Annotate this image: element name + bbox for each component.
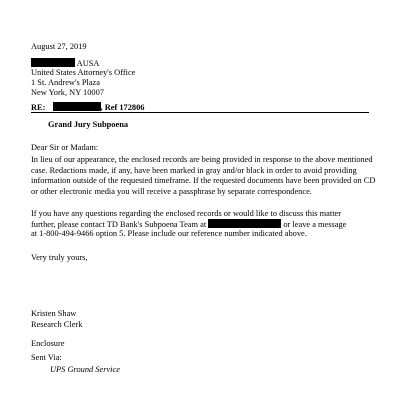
redacted-case-name [53,102,101,111]
enclosure-line: Enclosure [31,339,65,348]
redacted-contact [208,219,281,228]
contact-text-post: or leave a message [283,220,347,229]
paragraph-contact-line3: at 1-800-494-9466 option 5. Please include our reference number indicated above. [31,229,307,238]
re-underline [31,112,369,113]
recipient-city: New York, NY 10007 [31,88,104,97]
sent-via-method: UPS Ground Service [50,365,120,374]
paragraph-contact-line1: If you have any questions regarding the enclosed records or would like to discuss this matter [31,209,342,218]
redacted-recipient-name [31,58,75,67]
contact-text-pre: further, please contact TD Bank's Subpoena Team at [31,220,207,229]
signature-name: Kristen Shaw [31,309,77,318]
recipient-street: 1 St. Andrew's Plaza [31,78,100,87]
sent-via-label: Sent Via: [31,353,62,362]
letter-date: August 27, 2019 [31,42,87,51]
subject-line: Grand Jury Subpoena [48,120,129,129]
recipient-office: United States Attorney's Office [31,68,136,77]
signature-title: Research Clerk [31,320,83,329]
salutation: Dear Sir or Madam: [31,143,99,152]
paragraph-records: In lieu of our appearance, the enclosed records are being provided in response to the above mentioned case. Redactions made, if any, have been marked in gray and/or black in order to avoid providing information outside of the requested timeframe. If the requested documents have been provided on CD or other electronic media you will receive a passphrase by separate correspondence. [31,155,376,196]
re-reference: , Ref 172806 [100,103,145,112]
re-label: RE: [31,103,46,112]
recipient-title: AUSA [76,59,100,68]
closing: Very truly yours, [31,253,88,262]
